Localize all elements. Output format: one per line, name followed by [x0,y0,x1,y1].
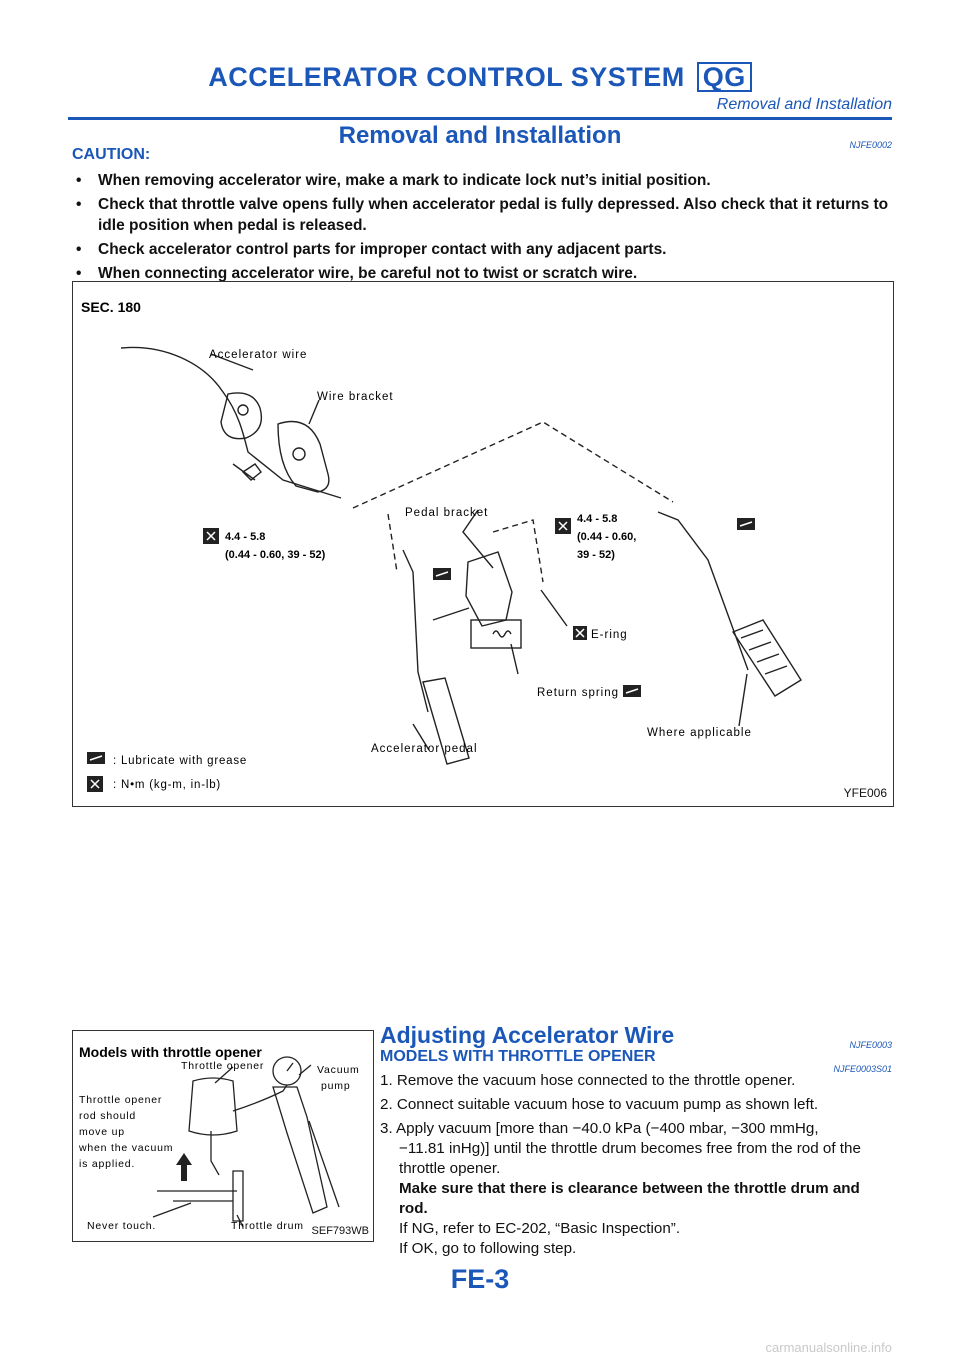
leader-line [739,674,747,726]
step-ng-reference: If NG, refer to EC-202, “Basic Inspection”. [399,1220,681,1237]
caution-label: CAUTION: [72,146,151,163]
leader-line [153,1203,191,1217]
wire-bracket-hole [238,405,248,415]
e-ring-icon [573,626,587,640]
grease-icon [433,568,451,580]
throttle-opener-diagram [72,1030,374,1242]
step-ok-note: If OK, go to following step. [399,1240,577,1257]
adjusting-subcode: NJFE0003S01 [833,1064,892,1074]
caution-item: • When removing accelerator wire, make a mark to indicate lock nut’s initial position. [76,172,711,189]
torque-right-value: 4.4 - 5.8 [577,513,618,525]
throttle-drum [233,1171,243,1221]
grease-icon [737,518,755,530]
header-title-text: ACCELERATOR CONTROL SYSTEM [208,62,685,92]
figure-id: YFE006 [843,786,887,800]
adjusting-subtitle: MODELS WITH THROTTLE OPENER [380,1048,656,1065]
pivot-pin [433,608,469,620]
step-check-note: Make sure that there is clearance between the throttle drum and rod. [399,1180,860,1217]
label-throttle-drum: Throttle drum [231,1220,304,1232]
header-divider [68,117,892,120]
figure2-title: Models with throttle opener [79,1044,262,1060]
note-line-2: rod should [79,1110,137,1122]
leader-line [541,590,567,626]
label-never-touch: Never touch. [87,1220,157,1232]
throttle-opener-body [189,1078,237,1135]
accelerator-wire-line [121,347,341,498]
guide-line [493,520,543,582]
diagram-canvas [73,282,895,808]
arrow-up-icon [176,1153,192,1181]
label-accelerator-pedal: Accelerator pedal [371,743,478,755]
alt-pedal-pad-grip [741,630,787,674]
step-item: 2. Connect suitable vacuum hose to vacuum pump as shown left. [380,1096,819,1113]
caution-item: • Check accelerator control parts for improper contact with any adjacent parts. [76,241,667,258]
alt-pedal-arm [658,512,748,670]
label-return-spring: Return spring [537,687,620,699]
spring-coil [493,631,511,637]
note-line-3: move up [79,1126,125,1138]
gauge-needle [287,1063,293,1071]
grease-icon [87,752,105,764]
section-code: NJFE0002 [849,140,892,150]
throttle-opener-canvas [73,1031,375,1243]
lock-nut [293,448,305,460]
torque-right-range-2: 39 - 52) [577,549,615,561]
figure2-id: SEF793WB [311,1225,369,1237]
label-wire-bracket: Wire bracket [317,391,394,403]
guide-line [353,422,673,508]
bullet-icon: • [76,196,82,213]
label-e-ring: E-ring [591,629,628,641]
note-line-4: when the vacuum [79,1142,174,1154]
header-title [0,62,960,93]
label-pedal-bracket: Pedal bracket [405,507,489,519]
bullet-icon: • [76,241,82,258]
section-title: Removal and Installation [338,122,622,149]
label-where-applicable: Where applicable [647,727,752,739]
caution-item: • Check that throttle valve opens fully when accelerator pedal is fully depressed. Also check that it returns to idle position when pedal is released. [76,196,889,234]
step-item: 1. Remove the vacuum hose connected to the throttle opener. [380,1072,796,1089]
caution-item: • When connecting accelerator wire, be careful not to twist or scratch wire. [76,265,638,282]
torque-right-range-1: (0.44 - 0.60, [577,531,637,543]
wire-bracket-plate [221,393,261,439]
step-continuation: −11.81 inHg)] until the throttle drum becomes free from the rod of the throttle opener. [399,1140,861,1177]
guide-line [388,514,397,572]
caution-list [72,170,902,287]
header-subtitle: Removal and Installation [716,96,892,113]
accelerator-control-diagram [72,281,894,807]
note-line-1: Throttle opener [79,1094,163,1106]
torque-icon [555,518,571,534]
torque-icon [203,528,219,544]
bullet-icon: • [76,265,82,282]
legend-grease: : Lubricate with grease [113,755,248,767]
bullet-icon: • [76,172,82,189]
label-accelerator-wire: Accelerator wire [209,349,308,361]
adjusting-code: NJFE0003 [849,1040,892,1050]
engine-tag: QG [697,62,752,92]
grease-icon [623,685,641,697]
torque-left-range: (0.44 - 0.60, 39 - 52) [225,549,326,561]
torque-icon [87,776,103,792]
bracket-bolt [233,464,261,480]
adjusting-title: Adjusting Accelerator Wire [380,1022,675,1048]
step-item: 3. Apply vacuum [more than −40.0 kPa (−400 mbar, −300 mmHg, −11.81 inHg)] until the throttle drum becomes free from the rod of the throttle opener. Make sure that there is clearance between the throttle drum and rod. If NG, refer to EC-202, “Basic Inspection”. If OK, go to following step. [380,1119,892,1259]
throttle-base [157,1191,237,1201]
opener-rod [211,1131,219,1175]
leader-line [309,400,319,424]
label-throttle-opener: Throttle opener [181,1060,265,1072]
label-pump: pump [321,1080,351,1092]
page-number: FE-3 [450,1264,510,1294]
torque-left-value: 4.4 - 5.8 [225,531,266,543]
adjusting-steps [380,1071,892,1263]
legend-torque: : N•m (kg-m, in-lb) [113,779,222,791]
watermark: carmanualsonline.info [765,1340,892,1355]
note-line-5: is applied. [79,1158,136,1170]
section-number: SEC. 180 [81,299,141,315]
return-spring-part [471,620,521,648]
label-vacuum: Vacuum [317,1064,360,1076]
